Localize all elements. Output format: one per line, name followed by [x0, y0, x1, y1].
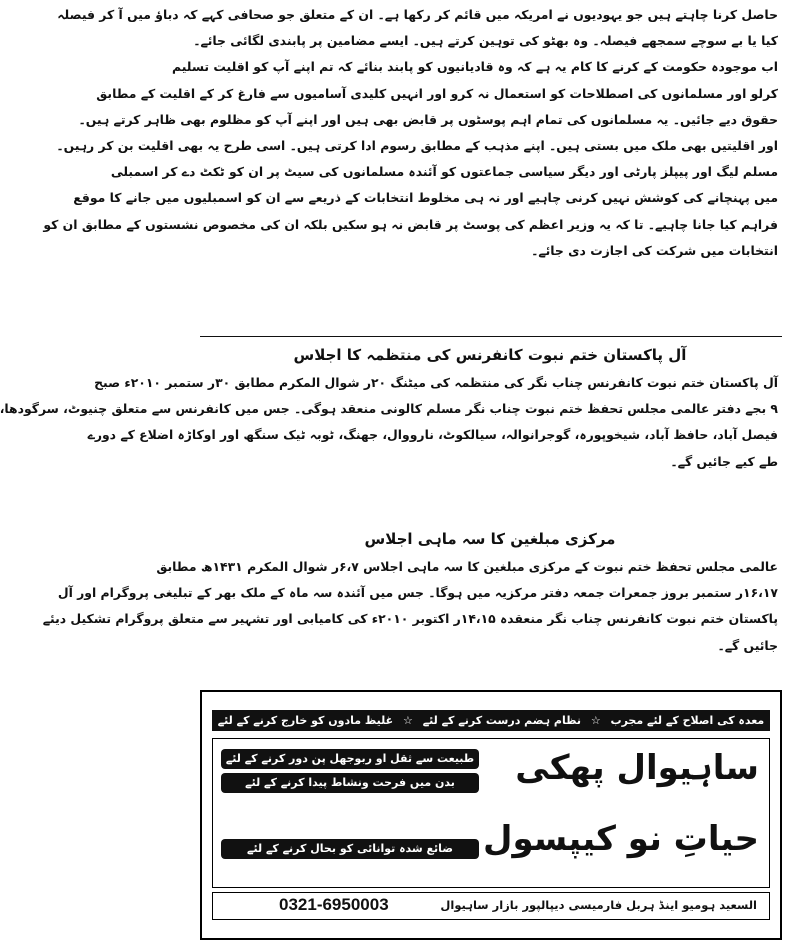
product-name-sahiwal-phakki: ساہیوال پھکی	[515, 748, 759, 788]
section-mubalighin	[42, 524, 780, 659]
text-line: عالمی مجلس تحفظ ختم نبوت کے مرکزی مبلغین کا سہ ماہی اجلاس ۶،۷ر شوال المکرم ۱۴۳۱ھ مطابق	[156, 559, 778, 574]
section-paragraph	[42, 554, 780, 659]
text-line: ۱۶،۱۷ر ستمبر بروز جمعرات جمعہ دفتر مرکزیہ میں ہوگا۔ جس میں آئندہ سہ ماہ کے ملک بھر کے تبلیغی پروگرام اور آل	[57, 585, 778, 601]
article-continuation	[43, 2, 780, 264]
pharmacy-address: السعید ہومیو اینڈ ہربل فارمیسی دیپالپور بازار ساہیوال	[440, 898, 757, 912]
ad-benefit: غلیظ مادوں کو خارج کرنے کے لئے	[217, 714, 394, 727]
star-icon: ☆	[590, 714, 601, 727]
text-line: حقوق دیے جائیں۔ یہ مسلمانوں کی تمام اہم پوسٹوں پر قابض بھی ہیں اور اپنے آپ کو مظلوم بھی ظاہر کرتے ہیں۔	[78, 111, 778, 127]
section-heading: آل پاکستان ختم نبوت کانفرنس کی منتظمہ کا اجلاس	[293, 346, 687, 364]
advertisement-box	[200, 690, 782, 940]
text-line: کیا یا بے سوچے سمجھے فیصلہ۔ وہ بھٹو کی توہین کرتے ہیں۔ ایسے مضامین پر پابندی لگائی جائے۔	[193, 33, 778, 49]
text-line: حاصل کرنا چاہتے ہیں جو یہودیوں نے امریکہ میں قائم کر رکھا ہے۔ ان کے متعلق جو صحافی کہے کہ دباؤ میں آ کر فیصلہ	[57, 7, 778, 22]
product-name-hayat-e-nau-capsule: حیاتِ نو کیپسول	[482, 819, 759, 859]
ad-benefit: معدہ کی اصلاح کے لئے مجرب	[610, 714, 765, 727]
text-line: کرلو اور مسلمانوں کی اصطلاحات کو استعمال نہ کرو اور انہیں کلیدی آسامیوں سے فارغ کر کے اقلیت کے مطابق	[96, 85, 778, 101]
text-line: پاکستان ختم نبوت کانفرنس چناب نگر منعقدہ ۱۴،۱۵ر اکتوبر ۲۰۱۰ء کی کامیابی اور تشہیر سے متعلق پروگرام تشکیل دیئے	[42, 611, 778, 627]
article-paragraph	[43, 2, 780, 264]
text-line: فراہم کیا جانا چاہیے۔ تا کہ یہ وزیر اعظم کی پوسٹ پر قابض نہ ہو سکیں بلکہ ان کی مخصوص نشستوں کے مطابق ان کو	[43, 216, 778, 232]
ad-benefit: نظام ہضم درست کرنے کے لئے	[422, 714, 581, 727]
star-icon: ☆	[402, 714, 413, 727]
text-line: طے کیے جائیں گے۔	[670, 453, 778, 469]
text-line: فیصل آباد، حافظ آباد، شیخوپورہ، گوجرانوالہ، سیالکوٹ، نارووال، جھنگ، ٹوبہ ٹیک سنگھ اور اوکاڑہ اضلاع کے دورے	[87, 427, 778, 443]
section-ajlas-muntazima	[0, 340, 780, 475]
text-line: اور اقلیتیں بھی ملک میں بستی ہیں۔ اپنے مذہب کے مطابق رسوم ادا کرتی ہیں۔ اسی طرح یہ بھی اقلیت بن کر رہیں۔	[56, 138, 778, 154]
section-heading: مرکزی مبلغین کا سہ ماہی اجلاس	[364, 530, 616, 548]
text-line: جائیں گے۔	[717, 637, 778, 653]
text-line: اب موجودہ حکومت کے کرنے کا کام یہ ہے کہ وہ قادیانیوں کو پابند بنائے کہ تم اپنے آپ کو اقلیت تسلیم	[171, 59, 778, 75]
text-line: آل پاکستان ختم نبوت کانفرنس چناب نگر کی منتظمہ کی میٹنگ ۲۰ر شوال المکرم مطابق ۳۰ر ستمبر ۲۰۱۰ء صبح	[94, 375, 778, 390]
text-line: انتخابات میں شرکت کی اجازت دی جائے۔	[531, 242, 778, 258]
ad-top-banner	[212, 710, 770, 731]
product-benefit: طبیعت سے ثقل او ربوجھل پن دور کرنے کے لئے	[221, 749, 479, 769]
text-line: ۹ بجے دفتر عالمی مجلس تحفظ ختم نبوت چناب نگر مسلم کالونی منعقد ہوگی۔ جس میں کانفرنس سے متعلق چنیوٹ، سرگودھا،	[0, 401, 778, 417]
text-line: میں پہنچانے کی کوشش نہیں کرنی چاہیے اور نہ ہی مخلوط انتخابات کے ذریعے سے ان کو اسمبلیوں میں جانے کا موقع	[73, 190, 778, 206]
section-paragraph	[0, 370, 780, 475]
phone-number: 0321-6950003	[279, 895, 389, 914]
ad-contact-bar	[212, 892, 770, 920]
product-benefit: ضائع شدہ توانائی کو بحال کرنے کے لئے	[221, 839, 479, 859]
section-divider	[200, 336, 782, 337]
ad-products-panel	[212, 738, 770, 888]
product-benefit: بدن میں فرحت ونشاط پیدا کرنے کے لئے	[221, 773, 479, 793]
text-line: مسلم لیگ اور پیپلز پارٹی اور دیگر سیاسی جماعتوں کو آئندہ مسلمانوں کی سیٹ پر ان کو ٹکٹ دے کر اسمبلی	[110, 164, 778, 180]
